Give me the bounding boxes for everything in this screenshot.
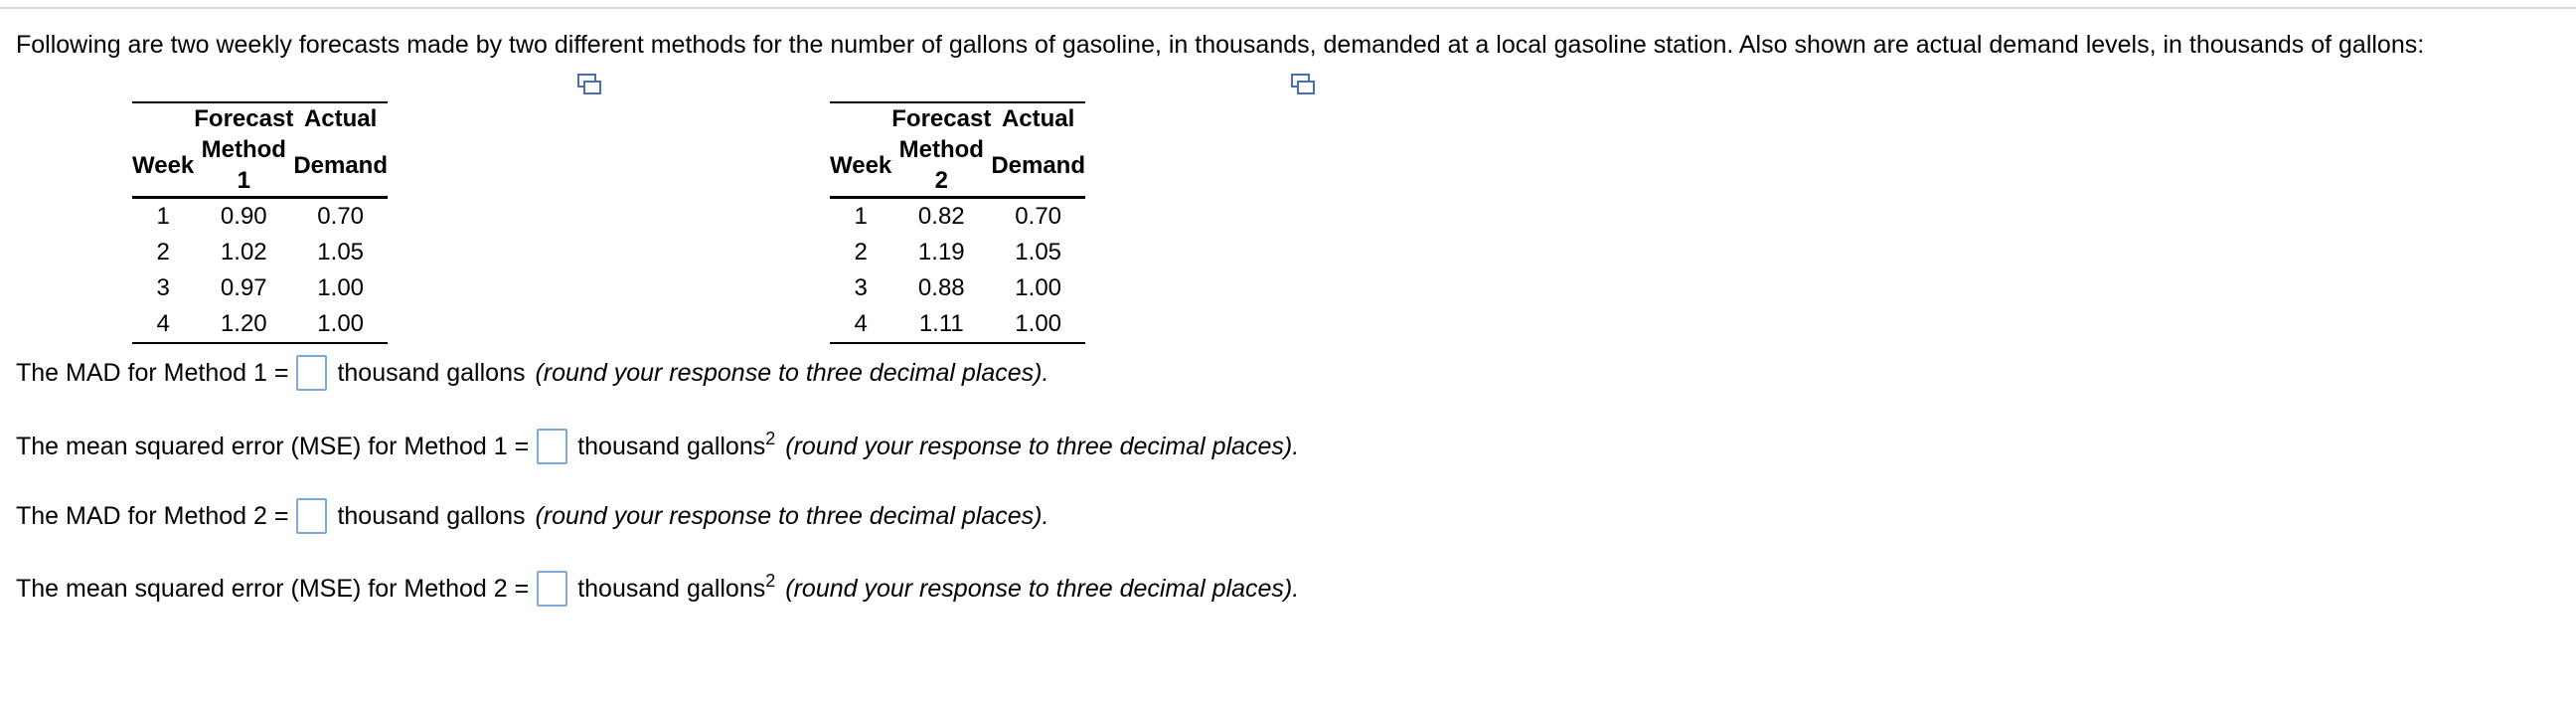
week-cell: 4 [830, 306, 891, 343]
forecast-cell: 0.90 [220, 203, 267, 230]
mse-method-2-input[interactable] [537, 571, 567, 607]
table-row [830, 235, 1085, 270]
unit-text: thousand gallons [337, 358, 526, 387]
week-cell: 3 [156, 274, 170, 301]
forecast-cell: 1.19 [917, 239, 965, 265]
actual-cell: 1.00 [991, 306, 1085, 343]
forecast-cell: 1.11 [891, 306, 991, 343]
table-row [132, 198, 388, 236]
unit-exponent: 2 [765, 570, 776, 591]
actual-cell: 1.00 [1015, 274, 1062, 301]
header-cell [830, 102, 891, 134]
unit-label [577, 570, 776, 604]
expand-table-icon[interactable] [1291, 74, 1315, 95]
rounding-hint: (round your response to three decimal places). [535, 358, 1049, 387]
question-label: The MAD for Method 2 = [16, 501, 289, 530]
table-row [830, 198, 1085, 236]
forecast-cell: 0.97 [220, 274, 267, 301]
unit-text: thousand gallons [577, 432, 766, 460]
week-cell: 3 [854, 274, 868, 301]
unit-text: thousand gallons [337, 501, 526, 530]
week-cell: 4 [132, 306, 194, 343]
forecast-cell: 1.20 [194, 306, 293, 343]
question-label: The mean squared error (MSE) for Method 2 = [16, 574, 530, 603]
header-cell: Actual [293, 102, 388, 134]
header-cell: Forecast [194, 102, 293, 134]
unit-text: thousand gallons [577, 574, 766, 603]
table-row [830, 306, 1085, 343]
data-table [132, 101, 388, 344]
problem-statement: Following are two weekly forecasts made by two different methods for the number of gallons of gasoline, in thousands, demanded at a local gasoline station. Also shown are actual demand levels, in thousands of gallons: [16, 31, 2425, 59]
actual-cell: 1.00 [317, 274, 365, 301]
question-mad-method-2 [16, 496, 1048, 536]
forecast-cell: 0.88 [917, 274, 965, 301]
week-cell: 1 [854, 203, 868, 230]
unit-label [337, 359, 525, 388]
header-cell: Demand [293, 134, 388, 198]
header-cell: Method 2 [891, 134, 991, 198]
mse-method-1-input[interactable] [537, 429, 567, 464]
week-cell: 1 [156, 203, 170, 230]
table-row [132, 270, 388, 306]
unit-exponent: 2 [765, 428, 776, 448]
rounding-hint: (round your response to three decimal places). [535, 501, 1049, 530]
rounding-hint: (round your response to three decimal places). [785, 574, 1300, 603]
actual-cell: 1.05 [317, 239, 365, 265]
header-cell: Forecast [891, 102, 991, 134]
unit-label [337, 502, 525, 531]
header-cell: Actual [991, 102, 1085, 134]
header-cell: Week [132, 134, 194, 198]
forecast-cell: 1.02 [220, 239, 267, 265]
question-label: The MAD for Method 1 = [16, 358, 289, 387]
data-table [830, 101, 1085, 344]
actual-cell: 1.05 [1015, 239, 1062, 265]
header-cell [132, 102, 194, 134]
unit-label [577, 428, 776, 461]
forecast-cell: 0.82 [917, 203, 965, 230]
question-mse-method-2 [16, 569, 1299, 609]
actual-cell: 0.70 [317, 203, 365, 230]
header-cell: Week [830, 134, 891, 198]
question-mad-method-1 [16, 353, 1048, 393]
question-label: The mean squared error (MSE) for Method 1 = [16, 432, 530, 460]
table-row [132, 235, 388, 270]
header-cell: Demand [991, 134, 1085, 198]
top-divider [0, 7, 2576, 9]
table-row [830, 270, 1085, 306]
week-cell: 2 [156, 239, 170, 265]
actual-cell: 0.70 [1015, 203, 1062, 230]
week-cell: 2 [854, 239, 868, 265]
header-cell: Method 1 [194, 134, 293, 198]
rounding-hint: (round your response to three decimal places). [785, 432, 1300, 460]
expand-table-icon[interactable] [577, 74, 601, 95]
question-mse-method-1 [16, 427, 1299, 466]
actual-cell: 1.00 [293, 306, 388, 343]
mad-method-1-input[interactable] [296, 355, 327, 391]
mad-method-2-input[interactable] [296, 498, 327, 534]
table-row [132, 306, 388, 343]
